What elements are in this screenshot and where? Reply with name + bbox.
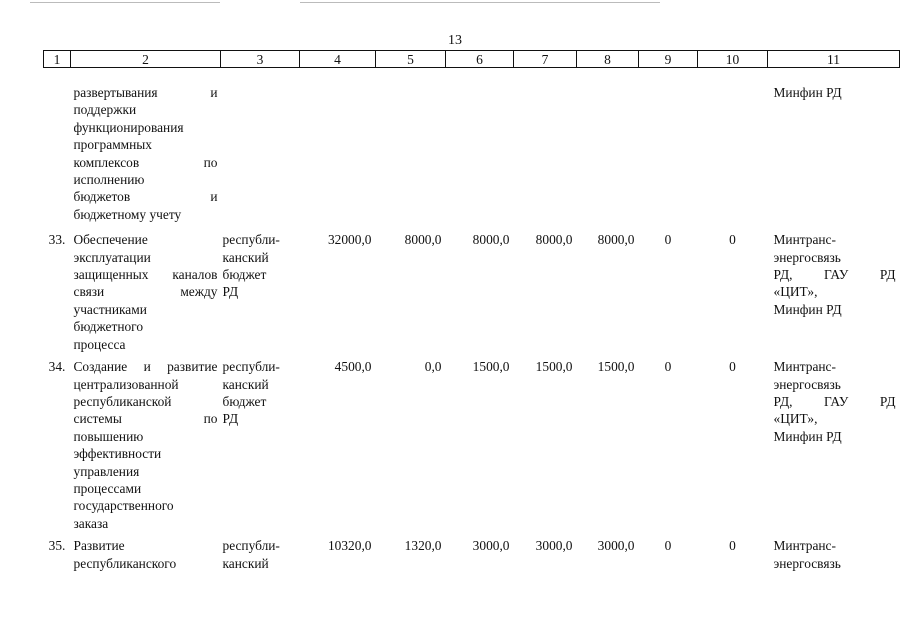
activity-name-line: бюджетного: [73, 319, 144, 335]
funding-source-line: канский: [222, 376, 269, 392]
funding-source-line: бюджет: [222, 393, 267, 409]
activity-name-line: эффективности: [73, 446, 162, 462]
funding-source: [221, 534, 300, 574]
activity-name-line: управления: [73, 463, 140, 479]
table-row: [44, 355, 900, 534]
activity-name-line: связи между: [73, 284, 218, 300]
funding-source: [221, 228, 300, 355]
amount-cell: 0: [729, 232, 736, 248]
amount-cell: 1320,0: [404, 538, 442, 554]
executor: [768, 534, 900, 574]
activity-name-line: эксплуатации: [73, 249, 151, 265]
executor-line: энергосвязь: [773, 376, 841, 392]
amount-cell: 0: [664, 359, 672, 375]
amount-cell: 0: [664, 538, 672, 554]
funding-source-line: канский: [222, 555, 269, 571]
activity-name: [71, 228, 221, 355]
column-header: 2: [71, 51, 221, 68]
funding-source-line: РД: [222, 284, 239, 300]
amount-cell: 3000,0: [472, 538, 510, 554]
table-row: [44, 534, 900, 574]
activity-name-line: Создание и развитие: [73, 359, 218, 375]
funding-source-line: РД: [222, 411, 239, 427]
funding-source: [221, 68, 300, 229]
activity-name-line: республиканской: [73, 393, 172, 409]
activity-name-line: участниками: [73, 301, 147, 317]
executor-line: энергосвязь: [773, 249, 841, 265]
table-row: [44, 228, 900, 355]
amount-cell: 8000,0: [472, 232, 510, 248]
funding-source: [221, 355, 300, 534]
amount-cell: 0: [729, 359, 736, 375]
column-header: 1: [44, 51, 71, 68]
activity-name-line: процесса: [73, 336, 126, 352]
program-table: [43, 50, 900, 574]
activity-name-line: процессами: [73, 480, 142, 496]
funding-source-line: бюджет: [222, 267, 267, 283]
amount-cell: 32000,0: [327, 232, 372, 248]
funding-source-line: республи-: [222, 538, 280, 554]
activity-name: [71, 534, 221, 574]
activity-name-line: программных: [73, 137, 152, 153]
executor-line: «ЦИТ»,: [773, 284, 818, 300]
column-header: 3: [221, 51, 300, 68]
amount-cell: 1500,0: [597, 359, 635, 375]
amount-cell: [446, 68, 514, 229]
scan-edge-line: [300, 2, 660, 3]
amount-cell: 0: [664, 232, 672, 248]
activity-name-line: бюджетов и: [73, 189, 218, 205]
column-header: 8: [577, 51, 639, 68]
executor: [768, 355, 900, 534]
executor: [768, 68, 900, 229]
activity-name-line: функционирования: [73, 119, 184, 135]
activity-name-line: республиканского: [73, 555, 177, 571]
amount-cell: 1500,0: [472, 359, 510, 375]
page-number: 13: [448, 33, 462, 48]
amount-cell: 3000,0: [597, 538, 635, 554]
executor-line: энергосвязь: [773, 555, 841, 571]
column-header: 5: [376, 51, 446, 68]
amount-cell: [514, 68, 577, 229]
amount-cell: 8000,0: [404, 232, 442, 248]
column-header: 6: [446, 51, 514, 68]
amount-cell: 0,0: [424, 359, 442, 375]
column-header: 9: [639, 51, 698, 68]
activity-name: [71, 68, 221, 229]
executor-line: Минтранс-: [773, 538, 836, 554]
funding-source-line: канский: [222, 249, 269, 265]
funding-source-line: республи-: [222, 359, 280, 375]
activity-name-line: государственного: [73, 498, 174, 514]
amount-cell: [698, 68, 768, 229]
funding-source-line: республи-: [222, 232, 280, 248]
scan-edge-line: [30, 2, 220, 3]
executor-line: Минтранс-: [773, 232, 836, 248]
activity-name-line: повышению: [73, 428, 144, 444]
column-number-row: [44, 51, 900, 68]
executor-line: Минфин РД: [773, 301, 842, 317]
row-number: 35.: [48, 538, 66, 554]
row-number: 33.: [48, 232, 66, 248]
activity-name: [71, 355, 221, 534]
executor-line: РД, ГАУ РД: [773, 393, 896, 409]
activity-name-line: централизованной: [73, 376, 179, 392]
table-row: [44, 68, 900, 229]
activity-name-line: развертывания и: [73, 85, 218, 100]
activity-name-line: системы по: [73, 411, 218, 427]
activity-name-line: исполнению: [73, 172, 145, 188]
amount-cell: 1500,0: [535, 359, 573, 375]
executor-line: РД, ГАУ РД: [773, 267, 896, 283]
executor-line: Минфин РД: [773, 428, 842, 444]
activity-name-line: поддержки: [73, 102, 137, 118]
amount-cell: [300, 68, 376, 229]
activity-name-line: бюджетному учету: [73, 206, 182, 222]
row-number: 34.: [48, 359, 66, 375]
column-header: 10: [698, 51, 768, 68]
column-header: 11: [768, 51, 900, 68]
amount-cell: [577, 68, 639, 229]
amount-cell: 10320,0: [327, 538, 372, 554]
activity-name-line: комплексов по: [73, 154, 218, 170]
amount-cell: 8000,0: [597, 232, 635, 248]
activity-name-line: заказа: [73, 515, 109, 531]
executor: [768, 228, 900, 355]
amount-cell: 4500,0: [334, 359, 372, 375]
activity-name-line: Обеспечение: [73, 232, 148, 248]
amount-cell: [639, 68, 698, 229]
column-header: 7: [514, 51, 577, 68]
amount-cell: 8000,0: [535, 232, 573, 248]
executor-line: Минтранс-: [773, 359, 836, 375]
activity-name-line: защищенных каналов: [73, 267, 218, 283]
activity-name-line: Развитие: [73, 538, 125, 554]
executor-line: «ЦИТ»,: [773, 411, 818, 427]
row-number: [44, 68, 71, 229]
amount-cell: 3000,0: [535, 538, 573, 554]
column-header: 4: [300, 51, 376, 68]
amount-cell: [376, 68, 446, 229]
amount-cell: 0: [729, 538, 736, 554]
executor-line: Минфин РД: [773, 85, 842, 100]
